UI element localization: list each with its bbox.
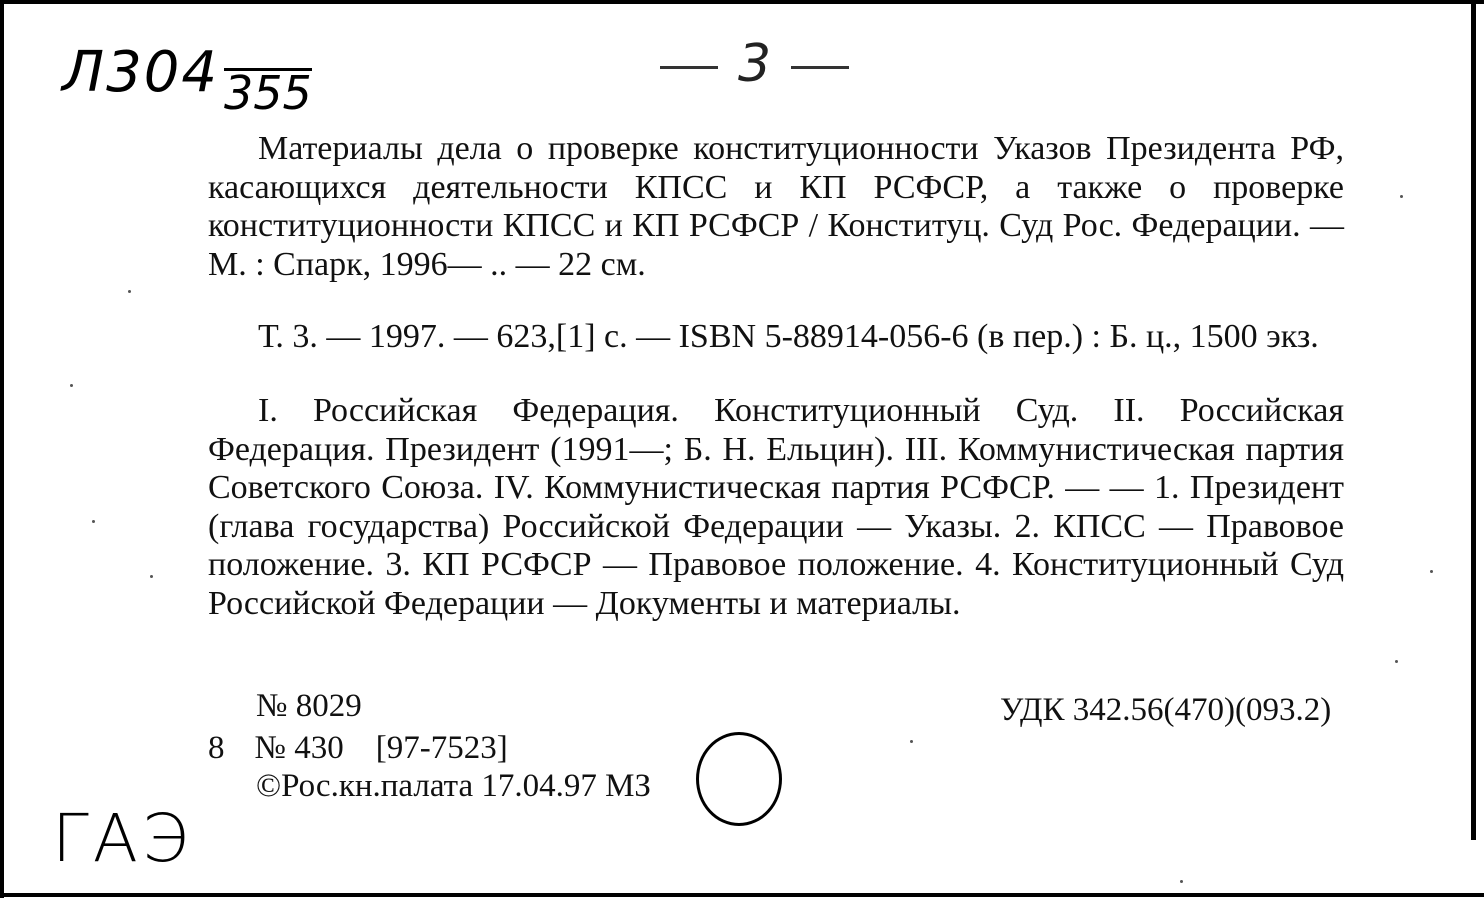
udk-code: УДК 342.56(470)(093.2) [1000, 692, 1332, 728]
card-edge-right [1471, 0, 1476, 840]
scan-speck [1400, 195, 1403, 198]
order-row [208, 730, 508, 767]
description-paragraph-2 [208, 318, 1344, 357]
scan-speck [910, 740, 913, 743]
page-number-dash-left [660, 66, 718, 69]
page-number-value: 3 [738, 34, 772, 94]
description-paragraph-3 [208, 392, 1344, 623]
order-bracket: [97-7523] [375, 730, 508, 766]
scan-speck [1180, 880, 1183, 883]
copyright-line: ©Рос.кн.палата 17.04.97 МЗ [256, 768, 651, 804]
order-number: № 430 [254, 730, 344, 766]
circle-stamp [696, 732, 782, 826]
card-edge-top [0, 0, 1484, 4]
handwritten-call-number-sub: 355 [224, 66, 312, 120]
description-subjects: I. Российская Федерация. Конституционный Суд. II. Российская Федерация. Президент (1991—; Б. Н. Ельцин). III. Коммунистическая партия Советского Союза. IV. Коммунистическая партия РСФСР. — — 1. Президент (глава государства) Российской Федерации — Указы. 2. КПСС — Правовое положение. 3. КП РСФСР — Правовое положение. 4. Конституционный Суд Российской Федерации — Документы и материалы. [208, 392, 1344, 622]
page-number-dash-right [791, 66, 849, 69]
scan-speck [1430, 570, 1433, 573]
handwritten-call-number: Л304 [62, 40, 219, 105]
scan-speck [92, 520, 95, 523]
order-lead: 8 [208, 730, 225, 766]
scan-speck [128, 290, 131, 293]
description-title: Материалы дела о проверке конституционности Указов Президента РФ, касающихся деятельности КПСС и КП РСФСР, а также о проверке конституционности КПСС и КП РСФСР / Конституц. Суд Рос. Федерации. — М. : Спарк, 1996— .. — 22 см. [208, 130, 1344, 283]
scan-speck [150, 575, 153, 578]
card-edge-bottom [0, 893, 1484, 897]
page-number [640, 34, 869, 94]
scan-speck [70, 384, 73, 387]
description-volume: Т. 3. — 1997. — 623,[1] с. — ISBN 5-88914-056-6 (в пер.) : Б. ц., 1500 экз. [258, 318, 1319, 355]
description-paragraph-1 [208, 130, 1344, 284]
scan-speck [1395, 660, 1398, 663]
card-number: № 8029 [256, 688, 362, 724]
card-edge-left [0, 0, 4, 898]
handwritten-bottom-mark: ГАЭ [52, 800, 193, 877]
